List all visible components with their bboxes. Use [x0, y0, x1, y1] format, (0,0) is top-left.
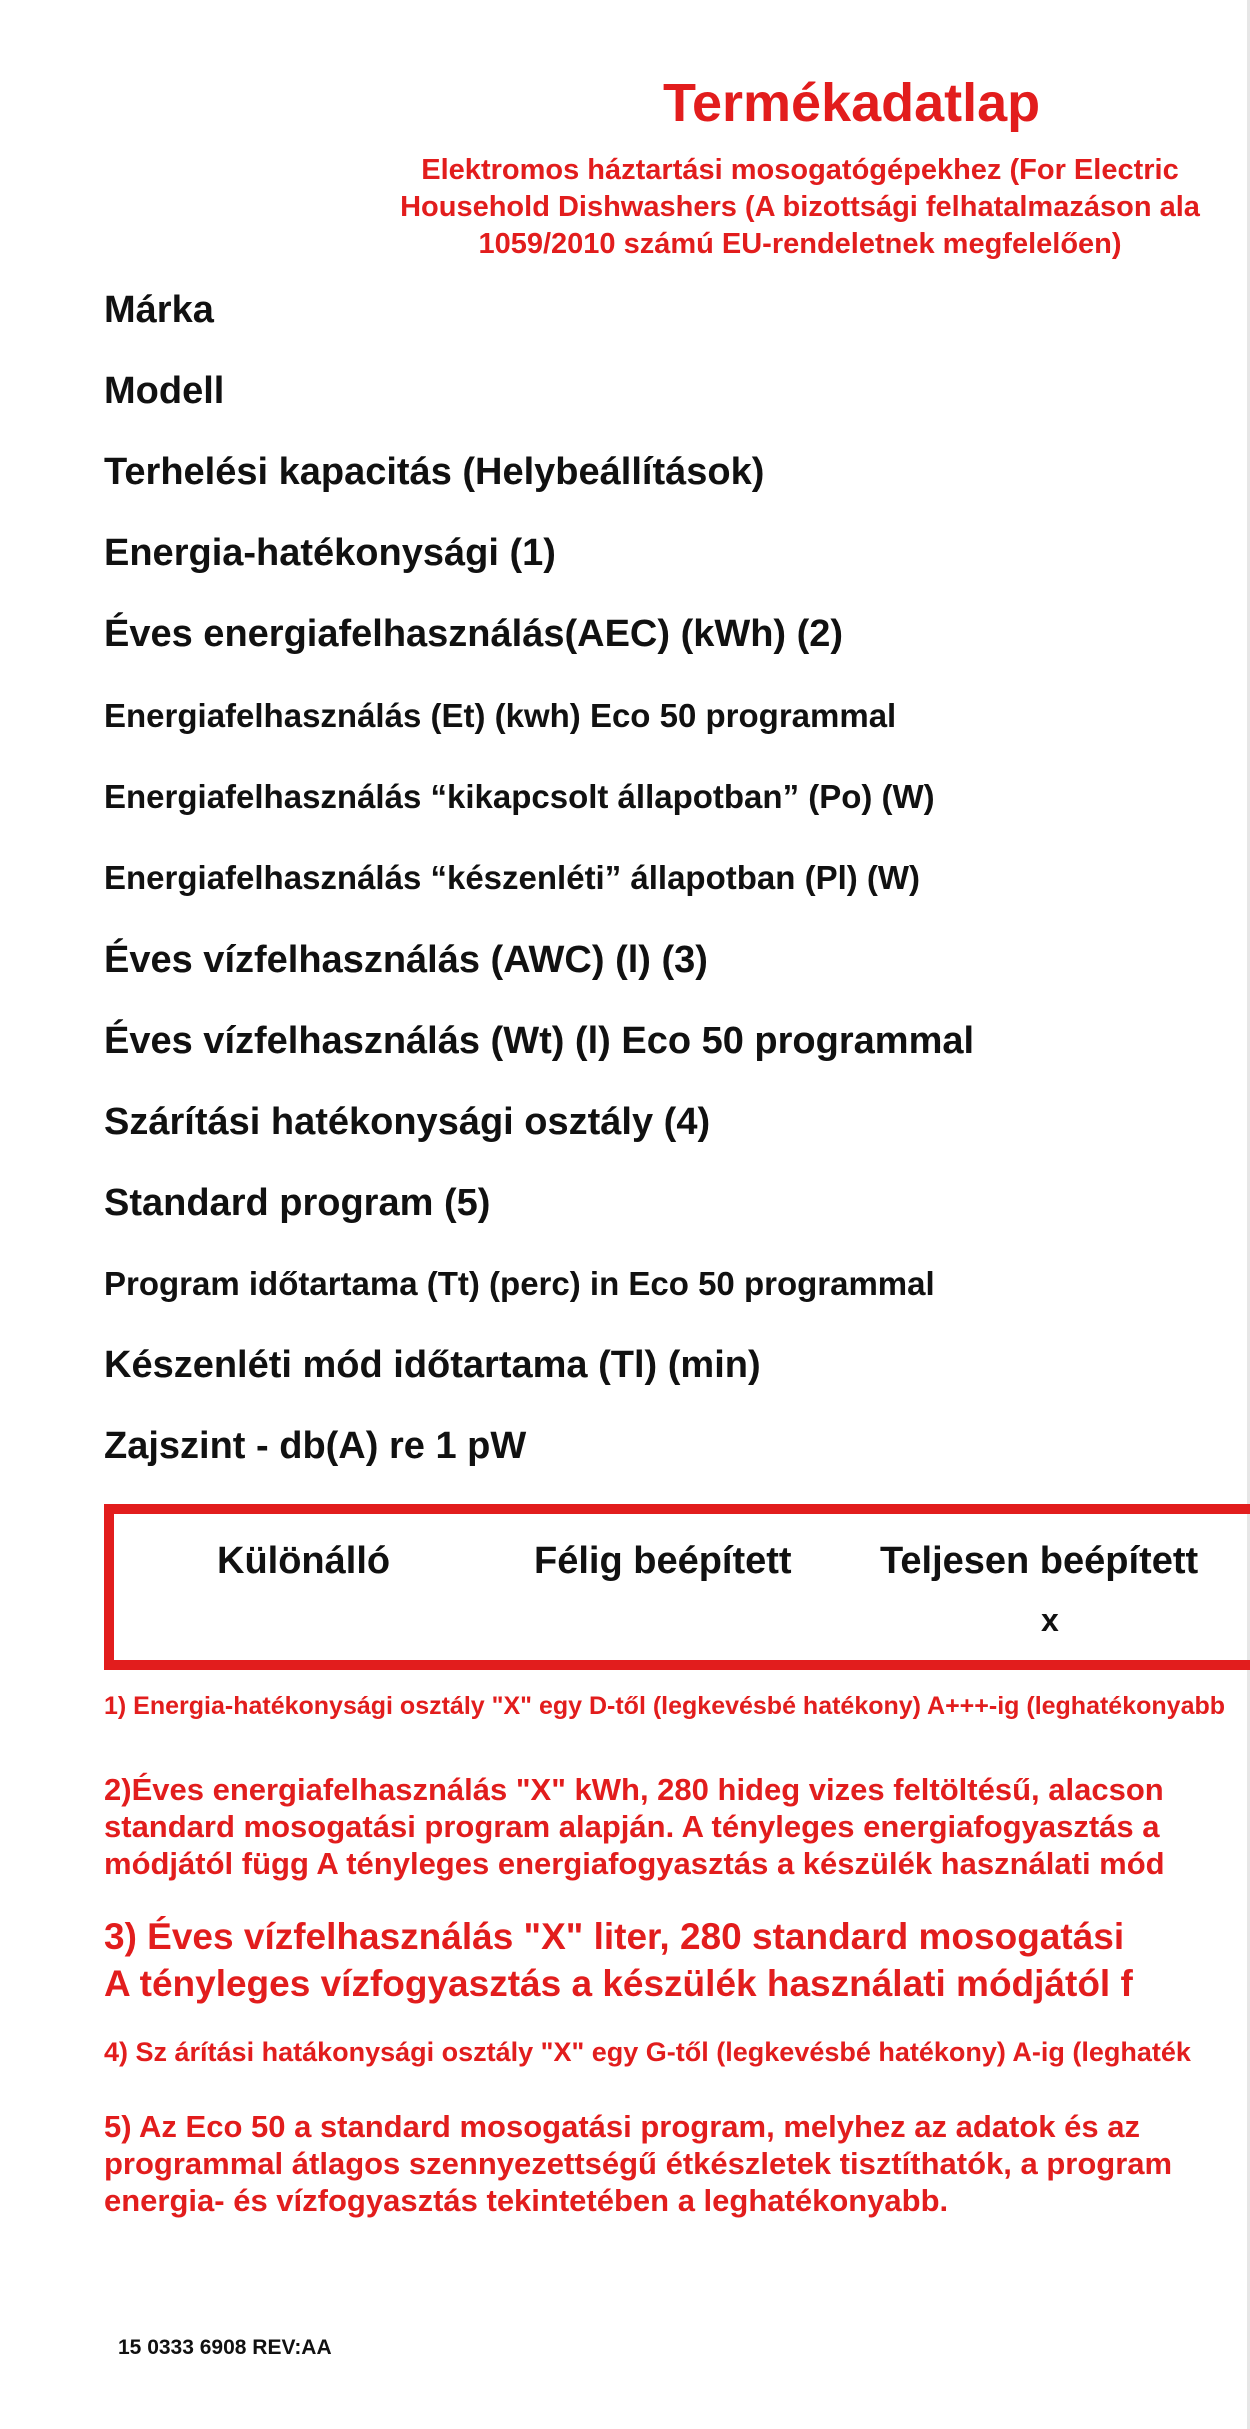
- footnote-4: [104, 2037, 1191, 2068]
- page-title: Termékadatlap: [663, 73, 1041, 133]
- footnote-line: módjától függ A tényleges energiafogyasztás a készülék használati mód: [104, 1846, 1165, 1881]
- footnote-line: 4) Sz árítási hatákonysági osztály "X" egy G-től (legkevésbé hatékony) A-ig (leghaték: [104, 2037, 1191, 2067]
- footnote-line: 2)Éves energiafelhasználás "X" kWh, 280 hideg vizes feltöltésű, alacson: [104, 1772, 1164, 1807]
- spec-drying-class: Szárítási hatékonysági osztály (4): [104, 1101, 711, 1143]
- spec-standard-program: Standard program (5): [104, 1182, 491, 1224]
- footnote-5: [104, 2108, 1172, 2219]
- spec-energy-eco50: Energiafelhasználás (Et) (kwh) Eco 50 programmal: [104, 697, 897, 734]
- subtitle-line: Household Dishwashers (A bizottsági felhatalmazáson ala: [400, 191, 1200, 223]
- footnote-line: 5) Az Eco 50 a standard mosogatási program, melyhez az adatok és az: [104, 2109, 1140, 2144]
- spec-brand: Márka: [104, 289, 214, 331]
- spec-standby-power: Energiafelhasználás “készenléti” állapotban (Pl) (W): [104, 859, 921, 896]
- spec-load-capacity: Terhelési kapacitás (Helybeállítások): [104, 451, 765, 493]
- footnote-1: [104, 1692, 1225, 1721]
- installation-type-box: [104, 1504, 1250, 1670]
- footnote-line: energia- és vízfogyasztás tekintetében a leghatékonyabb.: [104, 2183, 949, 2218]
- selected-mark: x: [1041, 1602, 1059, 1638]
- option-semi-integrated: Félig beépített: [534, 1540, 792, 1582]
- footnote-2: [104, 1771, 1165, 1882]
- spec-noise-level: Zajszint - db(A) re 1 pW: [104, 1425, 527, 1467]
- option-freestanding: Különálló: [217, 1540, 391, 1582]
- spec-program-duration: Program időtartama (Tt) (perc) in Eco 50 programmal: [104, 1265, 935, 1302]
- spec-annual-water: Éves vízfelhasználás (AWC) (l) (3): [104, 939, 708, 981]
- footnote-line: programmal átlagos szennyezettségű étkészletek tisztíthatók, a program: [104, 2146, 1173, 2181]
- spec-energy-class: Energia-hatékonysági (1): [104, 532, 556, 574]
- footnote-line: 3) Éves vízfelhasználás "X" liter, 280 standard mosogatási: [104, 1916, 1125, 1957]
- footnote-line: A tényleges vízfogyasztás a készülék használati módjától f: [104, 1963, 1133, 2004]
- spec-model: Modell: [104, 370, 225, 412]
- subtitle-line: Elektromos háztartási mosogatógépekhez (For Electric: [421, 154, 1179, 186]
- footnote-line: standard mosogatási program alapján. A tényleges energiafogyasztás a: [104, 1809, 1160, 1844]
- document-code: 15 0333 6908 REV:AA: [118, 2336, 332, 2359]
- option-fully-integrated: Teljesen beépített: [880, 1540, 1199, 1582]
- spec-water-eco50: Éves vízfelhasználás (Wt) (l) Eco 50 programmal: [104, 1020, 975, 1062]
- subtitle-line: 1059/2010 számú EU-rendeletnek megfelelően): [478, 228, 1122, 260]
- spec-off-mode-power: Energiafelhasználás “kikapcsolt állapotban” (Po) (W): [104, 778, 935, 815]
- spec-annual-energy: Éves energiafelhasználás(AEC) (kWh) (2): [104, 613, 844, 655]
- footnote-3: [104, 1913, 1133, 2007]
- spec-standby-duration: Készenléti mód időtartama (Tl) (min): [104, 1344, 761, 1386]
- footnote-line: 1) Energia-hatékonysági osztály "X" egy D-től (legkevésbé hatékony) A+++-ig (leghatékonyabb: [104, 1692, 1226, 1720]
